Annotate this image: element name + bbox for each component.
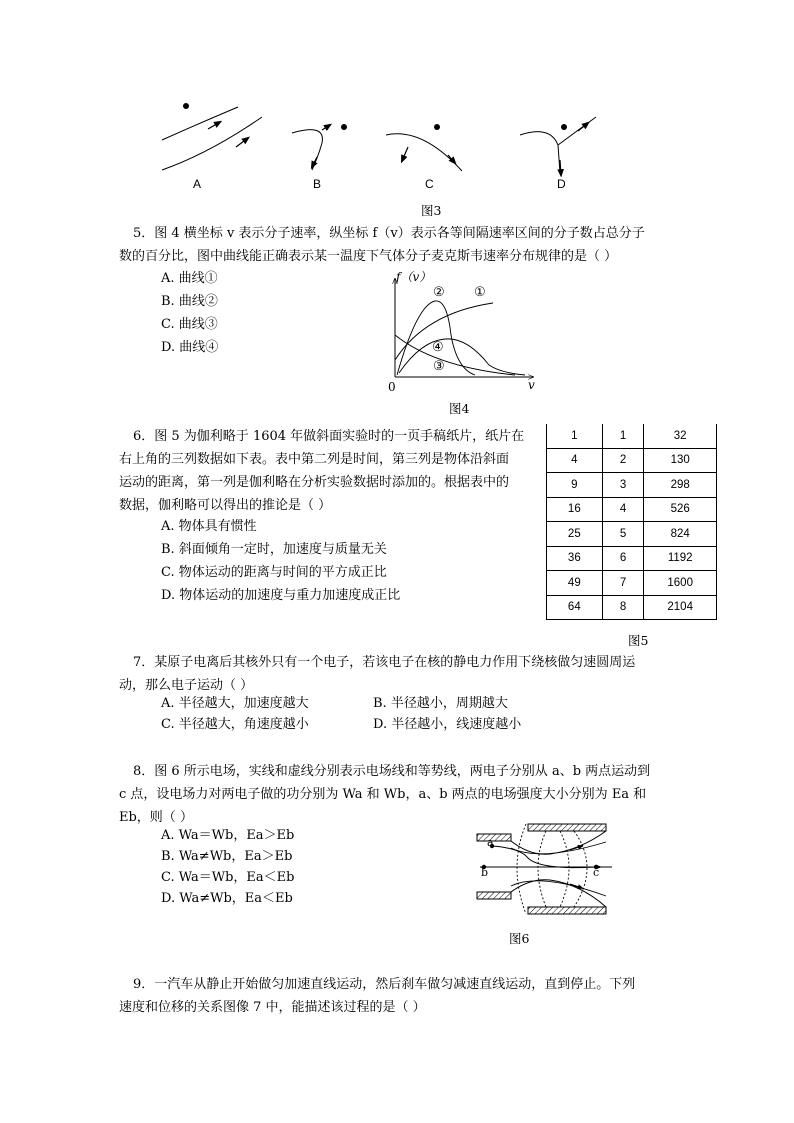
table-row	[547, 522, 717, 547]
table-row	[547, 546, 717, 571]
table-row	[547, 595, 717, 620]
table-cell: 526	[644, 497, 717, 522]
q6-line3: 运动的距离，第一列是伽利略在分析实验数据时添加的。根据表中的	[119, 475, 510, 490]
fig6-caption: 图6	[509, 931, 530, 946]
fig6-plate-top-right	[528, 824, 606, 831]
q5-line2: 数的百分比，图中曲线能正确表示某一温度下气体分子麦克斯韦速率分布规律的是（ ）	[119, 249, 618, 264]
table-cell: 824	[644, 522, 717, 547]
table-cell: 25	[547, 522, 603, 547]
q7-line2: 动，那么电子运动（ ）	[119, 678, 254, 693]
q9-line1: 9．一汽车从静止开始做匀加速直线运动，然后刹车做匀减速直线运动，直到停止。下列	[133, 977, 636, 992]
q5-stem	[119, 222, 693, 268]
fig4-caption: 图4	[449, 401, 470, 416]
q6-option-c: C. 物体运动的距离与时间的平方成正比	[161, 565, 387, 580]
fig3-a-line2	[162, 117, 262, 170]
table-row	[547, 448, 717, 473]
q6-stem	[119, 425, 539, 517]
fig3-a-line1	[162, 107, 238, 140]
table-cell: 1	[547, 424, 603, 448]
q5-option-c: C. 曲线③	[161, 317, 218, 332]
table-cell: 7	[602, 571, 644, 596]
table-cell: 3	[602, 473, 644, 498]
table-cell: 36	[547, 546, 603, 571]
q7-option-c: C. 半径越大，角速度越小	[161, 717, 309, 732]
fig6-label-c: c	[593, 866, 600, 879]
fig6-plate-bottom-right	[528, 907, 606, 914]
table-cell: 4	[602, 497, 644, 522]
fig3-d-path	[520, 132, 560, 173]
fig4-origin: 0	[388, 380, 396, 394]
q8-option-a: A. Wa＝Wb，Ea＞Eb	[161, 828, 295, 843]
fig4-y-label: f（v）	[396, 270, 432, 284]
q5-option-a: A. 曲线①	[161, 271, 218, 286]
q6-line1: 6．图 5 为伽利略于 1604 年做斜面实验时的一页手稿纸片，纸片在	[133, 429, 525, 444]
table-cell: 130	[644, 448, 717, 473]
q7-stem	[119, 651, 679, 697]
q9-stem	[119, 973, 689, 1019]
table-cell: 2104	[644, 595, 717, 620]
fig3-c-path	[386, 134, 462, 171]
q7-option-a: A. 半径越大，加速度越大	[161, 696, 309, 711]
q6-option-b: B. 斜面倾角一定时，加速度与质量无关	[161, 542, 387, 557]
q7-option-b: B. 半径越小，周期越大	[373, 696, 508, 711]
fig6-plate-bottom-left	[477, 892, 511, 899]
fig4-x-label: v	[528, 378, 535, 392]
fig6-label-a: a	[487, 836, 494, 849]
q8-option-d: D. Wa≠Wb，Ea＜Eb	[161, 891, 293, 906]
table-cell: 64	[547, 595, 603, 620]
table-row	[547, 473, 717, 498]
q5-option-d: D. 曲线④	[161, 340, 219, 355]
q8-option-b: B. Wa≠Wb，Ea＞Eb	[161, 849, 293, 864]
fig3-b-path	[292, 130, 322, 170]
q7-option-d: D. 半径越小，线速度越小	[373, 717, 522, 732]
table-cell: 6	[602, 546, 644, 571]
fig3-c-charge	[434, 124, 440, 130]
fig4-curve-label-3: ③	[433, 359, 445, 374]
fig3-label-c: C	[425, 177, 434, 191]
fig4-curve-1	[395, 303, 493, 360]
table-cell: 49	[547, 571, 603, 596]
table-cell: 16	[547, 497, 603, 522]
table-cell: 1600	[644, 571, 717, 596]
q8-line2: c 点，设电场力对两电子做的功分别为 Wa 和 Wb，a、b 两点的电场强度大小分别为 Ea 和	[119, 787, 647, 802]
fig4-curve-label-1: ①	[474, 285, 486, 300]
table-cell: 8	[602, 595, 644, 620]
fig6-label-b: b	[481, 866, 489, 879]
q8-option-c: C. Wa＝Wb，Ea＜Eb	[161, 870, 295, 885]
table-cell: 298	[644, 473, 717, 498]
table-cell: 32	[644, 424, 717, 448]
fig5-caption: 图5	[628, 633, 649, 648]
fig3-a-charge	[183, 103, 189, 109]
fig5-data-table	[546, 424, 717, 620]
fig3-label-b: B	[313, 177, 322, 191]
fig3-label-a: A	[193, 177, 202, 191]
q6-option-a: A. 物体具有惯性	[161, 519, 257, 534]
fig4-curve-label-2: ②	[433, 285, 445, 300]
fig3-b-charge	[341, 124, 347, 130]
table-cell: 5	[602, 522, 644, 547]
table-row	[547, 424, 717, 448]
table-cell: 9	[547, 473, 603, 498]
q5-option-b: B. 曲线②	[161, 294, 218, 309]
fig4-curve-label-4: ④	[432, 340, 444, 355]
table-cell: 2	[602, 448, 644, 473]
fig4-curve-4	[399, 339, 525, 375]
table-cell: 1	[602, 424, 644, 448]
table-row	[547, 571, 717, 596]
q8-line3: Eb，则（ ）	[119, 810, 193, 825]
figure-3	[150, 95, 610, 195]
fig3-d-charge	[561, 124, 567, 130]
table-row	[547, 497, 717, 522]
table-cell: 1192	[644, 546, 717, 571]
fig3-label-d: D	[557, 177, 566, 191]
q9-line2: 速度和位移的关系图像 7 中，能描述该过程的是（ ）	[119, 1000, 426, 1015]
fig6-plate-top-left	[477, 834, 511, 841]
q6-option-d: D. 物体运动的加速度与重力加速度成正比	[161, 588, 401, 603]
q7-line1: 7．某原子电离后其核外只有一个电子，若该电子在核的静电力作用下绕核做匀速圆周运	[133, 655, 636, 670]
q6-line4: 数据，伽利略可以得出的推论是（ ）	[119, 498, 332, 513]
q8-line1: 8．图 6 所示电场，实线和虚线分别表示电场线和等势线，两电子分别从 a、b 两点运动到	[133, 764, 651, 779]
q5-line1: 5．图 4 横坐标 v 表示分子速率，纵坐标 f（v）表示各等间隔速率区间的分子数占总分子	[133, 226, 645, 241]
q6-line2: 右上角的三列数据如下表。表中第二列是时间，第三列是物体沿斜面	[119, 452, 510, 467]
fig3-caption: 图3	[421, 203, 442, 218]
q8-stem	[119, 760, 679, 829]
table-cell: 4	[547, 448, 603, 473]
